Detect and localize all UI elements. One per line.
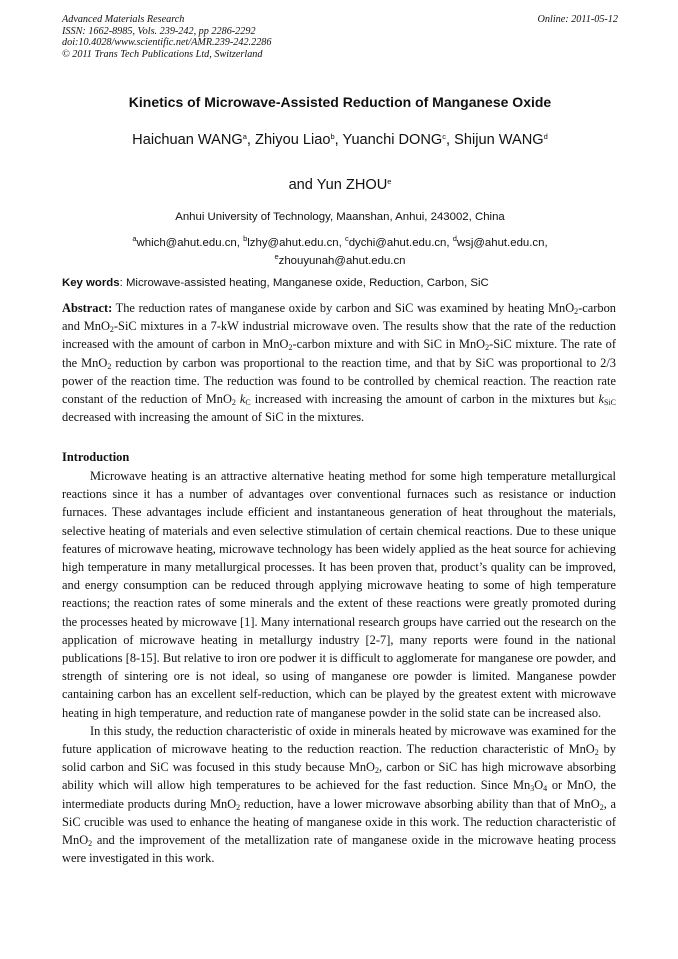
journal-header bbox=[62, 14, 618, 60]
email-mark: e bbox=[274, 252, 279, 261]
author-affil-mark: b bbox=[330, 132, 335, 141]
author-affil-mark: d bbox=[543, 132, 548, 141]
copyright-line: © 2011 Trans Tech Publications Ltd, Switzerland bbox=[62, 48, 263, 60]
author-emails bbox=[62, 234, 618, 270]
author-name: Zhiyou Liao bbox=[255, 132, 331, 148]
subscript: 4 bbox=[543, 784, 548, 794]
email-link[interactable]: dychi@ahut.edu.cn, bbox=[348, 237, 453, 249]
abstract bbox=[62, 299, 616, 426]
affiliation: Anhui University of Technology, Maanshan, Anhui, 243002, China bbox=[175, 211, 505, 223]
subscript: 2 bbox=[107, 361, 112, 371]
section-heading-introduction: Introduction bbox=[62, 450, 130, 464]
abstract-text: -carbon and MnO bbox=[62, 301, 616, 334]
author-name: and Yun ZHOU bbox=[288, 177, 388, 193]
email-mark: c bbox=[344, 234, 349, 243]
email-link[interactable]: lzhy@ahut.edu.cn, bbox=[247, 237, 345, 249]
online-date: Online: 2011-05-12 bbox=[537, 14, 618, 25]
subscript: 2 bbox=[599, 802, 604, 812]
email-link[interactable]: wsj@ahut.edu.cn, bbox=[456, 237, 548, 249]
author-separator: , bbox=[246, 132, 256, 148]
subscript: 2 bbox=[574, 307, 579, 316]
keywords-text: : Microwave-assisted heating, Manganese oxide, Reduction, Carbon, SiC bbox=[119, 277, 489, 289]
email-link[interactable]: which@ahut.edu.cn, bbox=[136, 237, 244, 249]
paragraph-text: , a SiC crucible was used to enhance the heating of manganese oxide in this work. The reduction characteristic of MnO bbox=[62, 796, 616, 848]
subscript: 2 bbox=[375, 766, 380, 776]
paragraph-text: or MnO, the intermediate products during MnO bbox=[62, 778, 616, 811]
author-affil-mark: c bbox=[442, 132, 447, 141]
author-affil-mark: a bbox=[242, 132, 247, 141]
subscript: 3 bbox=[530, 784, 535, 794]
subscript: SiC bbox=[603, 398, 616, 408]
email-line-2 bbox=[62, 252, 618, 270]
author-name: Haichuan WANG bbox=[132, 132, 243, 148]
abstract-text: -carbon mixture and with SiC in MnO bbox=[292, 337, 486, 352]
abstract-text: decreased with increasing the amount of SiC in the mixtures. bbox=[62, 410, 365, 425]
rate-constant-symbol: k bbox=[598, 392, 604, 407]
paragraph-text: , carbon or SiC has high microwave absorbing ability which will allow high temperatures to be achieved for the fast reduction. Since Mn bbox=[62, 760, 616, 793]
author-name: Shijun WANG bbox=[454, 132, 544, 148]
paragraph-text: by solid carbon and SiC was focused in this study because MnO bbox=[62, 742, 616, 775]
subscript: 2 bbox=[88, 839, 93, 849]
subscript: 2 bbox=[485, 343, 490, 353]
subscript: C bbox=[245, 398, 251, 408]
paragraph-text: In this study, the reduction characteristic of oxide in minerals heated by microwave was examined for the future application of microwave heating to the reduction reaction. The reduction characteristic of MnO bbox=[62, 723, 616, 757]
subscript: 2 bbox=[594, 748, 599, 758]
email-line-1 bbox=[62, 234, 618, 252]
author-separator: , bbox=[446, 132, 455, 148]
subscript: 2 bbox=[109, 325, 114, 335]
author-separator: , bbox=[334, 132, 343, 148]
keywords-label: Key words bbox=[62, 277, 120, 289]
issn-line: ISSN: 1662-8985, Vols. 239-242, pp 2286-2292 bbox=[62, 25, 256, 37]
introduction-body bbox=[62, 467, 616, 867]
abstract-label: Abstract: bbox=[62, 301, 113, 315]
subscript: 2 bbox=[288, 343, 293, 353]
abstract-text: -SiC mixture. The rate of the MnO bbox=[62, 337, 616, 370]
subscript: 2 bbox=[236, 802, 241, 812]
author-name: Yuanchi DONG bbox=[342, 132, 443, 148]
abstract-text: increased with increasing the amount of carbon in the mixtures but bbox=[250, 392, 599, 407]
email-mark: a bbox=[132, 234, 137, 243]
rate-constant-symbol: k bbox=[239, 392, 246, 407]
paragraph-text: O bbox=[534, 778, 544, 793]
journal-name: Advanced Materials Research bbox=[62, 14, 185, 25]
author-list-line2 bbox=[62, 175, 618, 195]
author-affil-mark: e bbox=[387, 177, 392, 186]
keywords bbox=[62, 277, 618, 289]
email-link[interactable]: zhouyunah@ahut.edu.cn bbox=[278, 255, 406, 267]
author-list bbox=[62, 130, 618, 150]
doi-line: doi:10.4028/www.scientific.net/AMR.239-242.2286 bbox=[62, 37, 272, 49]
abstract-text: The reduction rates of manganese oxide by carbon and SiC was examined by heating MnO bbox=[112, 301, 575, 315]
paper-title: Kinetics of Microwave-Assisted Reduction of Manganese Oxide bbox=[128, 94, 552, 110]
paragraph-text: and the improvement of the metallization rate of manganese oxide in the microwave heating process were investigated in this work. bbox=[62, 833, 616, 866]
paragraph-text: reduction, have a lower microwave absorbing ability than that of MnO bbox=[240, 796, 600, 811]
email-mark: d bbox=[452, 234, 457, 243]
email-mark: b bbox=[243, 234, 248, 243]
intro-paragraph-2 bbox=[62, 722, 616, 868]
subscript: 2 bbox=[231, 398, 236, 408]
abstract-text: reduction by carbon was proportional to the reaction time, and that by SiC was proportional to 2/3 power of the reaction time. The reduction was found to be controlled by chemical reaction. The reaction rate constant of the reduction of MnO bbox=[62, 355, 616, 407]
abstract-text: -SiC mixtures in a 7-kW industrial microwave oven. The results show that the rate of the reduction increased with the amount of carbon in MnO bbox=[62, 319, 617, 352]
intro-paragraph-1: Microwave heating is an attractive alternative heating method for some high temperature metallurgical reactions since it has a number of advantages over conventional furnaces such as resistance or induction furnaces. These advantages include efficient and instantaneous generation of heat throughout the materials, selective heating of materials and even selective stimulation of certain chemical reactions. Due to these unique features of microwave heating, microwave technology has been widely applied as the heat source for achieving high temperature in many metallurgical processes. It has been proven that, product’s quality can be improved, and energy consumption can be reduced through applying microwave heating to some of high temperature reactions; the reaction rates of some minerals and the extent of these reactions were greatly promoted during the processes heated by microwave [1]. Many international research groups have carried out the research on the application of microwave heating in metallurgy industry [2-7], many reports were found in the national publications [8-15]. But relative to iron ore podwer it is difficult to agglomerate for manganese ore powder, and strength of sintering ore is not ideal, so using of manganese ore powder is limited. Manganese powder cantaining carbon has an excellent self-reduction, which can be played by the greatest extent with microwave heating in high temperature, and reduction rate of manganese powder in the solid state can be increased also. bbox=[62, 469, 616, 720]
